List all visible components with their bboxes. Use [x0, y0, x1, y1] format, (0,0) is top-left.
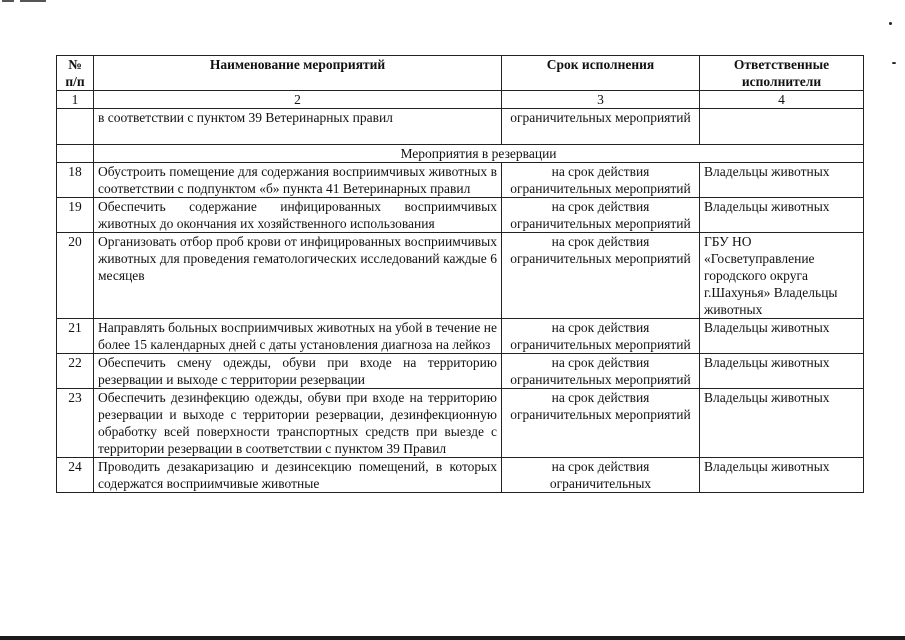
- measure-term: на срок действия ограничительных мероприятий: [502, 354, 700, 389]
- measure-term: на срок действия ограничительных мероприятий: [502, 163, 700, 198]
- measure-responsible: ГБУ НО «Госветуправление городского округа г.Шахунья» Владельцы животных: [700, 233, 864, 319]
- header-term: Срок исполнения: [502, 56, 700, 91]
- measure-num: 22: [57, 354, 94, 389]
- measure-name: Обеспечить смену одежды, обуви при входе на территорию резервации и выходе с территории резервации: [94, 354, 502, 389]
- measure-name: Направлять больных восприимчивых животных на убой в течение не более 15 календарных дней с даты установления диагноза на лейкоз: [94, 319, 502, 354]
- measure-responsible: Владельцы животных: [700, 354, 864, 389]
- measure-row: [57, 458, 864, 493]
- section-title: Мероприятия в резервации: [94, 145, 864, 163]
- measure-responsible: Владельцы животных: [700, 198, 864, 233]
- scan-dot: [892, 62, 896, 64]
- header-name: Наименование мероприятий: [94, 56, 502, 91]
- table-header-row: [57, 56, 864, 91]
- col-number-2: 2: [94, 91, 502, 109]
- col-number-1: 1: [57, 91, 94, 109]
- scan-top-mark: [0, 0, 48, 6]
- header-responsible: Ответственные исполнители: [700, 56, 864, 91]
- continuation-term: ограничительных мероприятий: [502, 109, 700, 145]
- continuation-row: [57, 109, 864, 145]
- measure-num: 19: [57, 198, 94, 233]
- measure-responsible: Владельцы животных: [700, 389, 864, 458]
- header-num: № п/п: [57, 56, 94, 91]
- col-number-4: 4: [700, 91, 864, 109]
- measure-term: на срок действия ограничительных мероприятий: [502, 198, 700, 233]
- measure-responsible: Владельцы животных: [700, 163, 864, 198]
- measure-term: на срок действия ограничительных: [502, 458, 700, 493]
- measure-responsible: Владельцы животных: [700, 319, 864, 354]
- measure-row: [57, 389, 864, 458]
- measure-term: на срок действия ограничительных мероприятий: [502, 319, 700, 354]
- measure-row: [57, 163, 864, 198]
- measure-name: Обустроить помещение для содержания восприимчивых животных в соответствии с подпунктом «б» пункта 41 Ветеринарных правил: [94, 163, 502, 198]
- measure-name: Обеспечить содержание инфицированных восприимчивых животных до окончания их хозяйственного использования: [94, 198, 502, 233]
- measure-row: [57, 319, 864, 354]
- continuation-num: [57, 109, 94, 145]
- scan-dot: [889, 22, 892, 25]
- col-number-3: 3: [502, 91, 700, 109]
- continuation-name: в соответствии с пунктом 39 Ветеринарных правил: [94, 109, 502, 145]
- measure-term: на срок действия ограничительных мероприятий: [502, 233, 700, 319]
- measure-num: 23: [57, 389, 94, 458]
- measure-row: [57, 198, 864, 233]
- scan-bottom-edge: [0, 636, 905, 640]
- measure-name: Проводить дезакаризацию и дезинсекцию помещений, в которых содержатся восприимчивые животные: [94, 458, 502, 493]
- measures-table: [56, 55, 864, 493]
- measure-responsible: Владельцы животных: [700, 458, 864, 493]
- measure-num: 20: [57, 233, 94, 319]
- measure-name: Организовать отбор проб крови от инфицированных восприимчивых животных для проведения гематологических исследований каждые 6 месяцев: [94, 233, 502, 319]
- measure-num: 21: [57, 319, 94, 354]
- continuation-responsible: [700, 109, 864, 145]
- measure-row: [57, 233, 864, 319]
- measure-name: Обеспечить дезинфекцию одежды, обуви при входе на территорию резервации и выходе с территории резервации, дезинфекционную обработку всей поверхности транспортных средств при выезде с территории резервации в соответствии с пунктом 39 Правил: [94, 389, 502, 458]
- measure-num: 18: [57, 163, 94, 198]
- measure-term: на срок действия ограничительных мероприятий: [502, 389, 700, 458]
- measure-row: [57, 354, 864, 389]
- measure-num: 24: [57, 458, 94, 493]
- section-num: [57, 145, 94, 163]
- column-number-row: [57, 91, 864, 109]
- section-row: [57, 145, 864, 163]
